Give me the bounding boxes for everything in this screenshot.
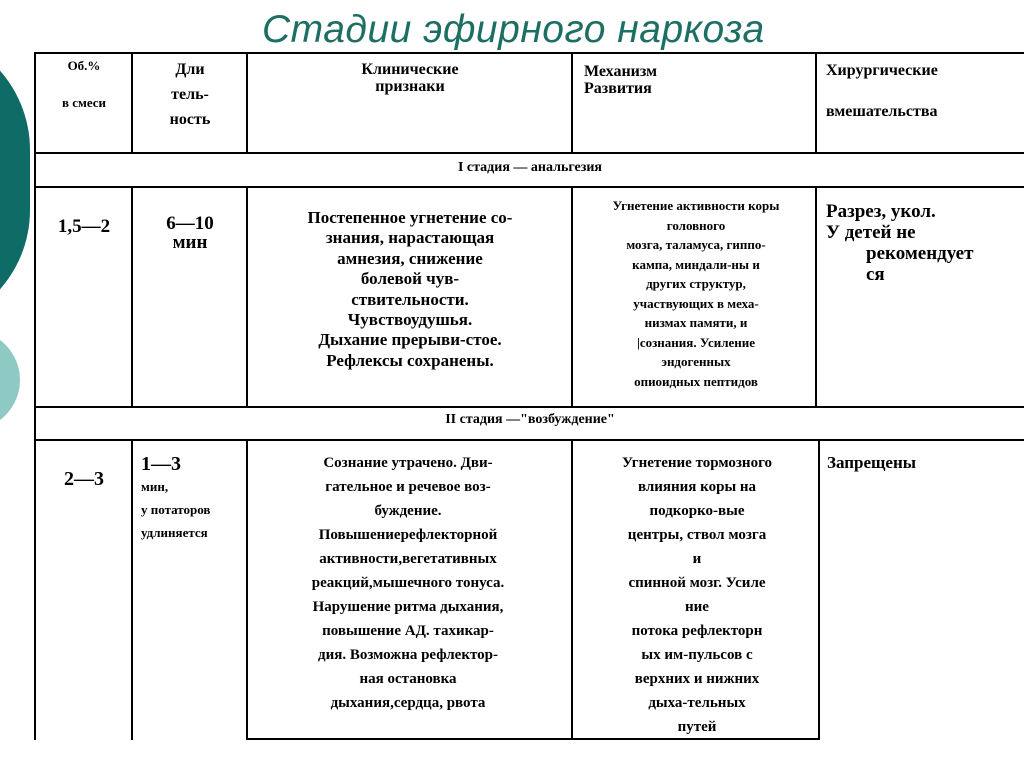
stage1-mechanism-line: кампа, миндали-ны и <box>632 256 760 272</box>
stage2-mechanism-line: путей <box>677 719 717 735</box>
page-title: Стадии эфирного наркоза <box>262 8 765 51</box>
stage2-mechanism-line: подкорко-вые <box>649 503 745 519</box>
stage1-surgery-l4: ся <box>866 263 885 285</box>
stage2-clinical-line: дыхания,сердца, рвота <box>330 695 486 711</box>
stage1-mechanism-line: головного <box>666 217 726 233</box>
stage2-duration-l1: 1—3 <box>141 453 181 475</box>
stage1-clinical-line: ствительности. <box>351 289 469 309</box>
stage2-duration-l4: удлиняется <box>141 524 208 540</box>
table-col-divider <box>571 186 573 408</box>
stage1-duration-l1: 6—10 <box>166 213 214 234</box>
stage2-surgery: Запрещены <box>827 453 917 472</box>
stage1-clinical-line: Рефлексы сохранены. <box>326 350 494 370</box>
header-concentration-l1: Об.% <box>67 58 101 73</box>
stage2-mechanism-line: и <box>692 551 702 567</box>
stage1-surgery-l2: У детей не <box>826 221 916 243</box>
table-col-divider <box>131 439 133 740</box>
stage1-mechanism-line: участвующих в меха- <box>633 295 759 311</box>
header-clinical <box>320 62 500 96</box>
header-duration-l3: ность <box>169 110 211 128</box>
stage1-concentration: 1,5—2 <box>57 216 111 237</box>
stage1-mechanism-line: мозга, таламуса, гиппо- <box>626 237 766 252</box>
header-mechanism-l2: Развития <box>584 79 652 97</box>
table-rule-stage2 <box>36 439 1024 441</box>
stage1-clinical-line: Дыхание прерыви-стое. <box>318 330 502 350</box>
stage2-clinical <box>252 451 564 715</box>
stage1-duration-l2: мин <box>172 232 208 253</box>
header-mechanism <box>584 64 804 98</box>
table-col-divider <box>246 439 248 740</box>
table-col-divider <box>246 52 248 154</box>
stage2-clinical-line: активности,вегетативных <box>319 551 497 567</box>
table-col-divider <box>571 52 573 154</box>
stage2-mechanism-line: ние <box>685 599 709 615</box>
table-col-divider <box>815 186 817 408</box>
stage2-mechanism-line: дыха-тельных <box>648 695 746 711</box>
header-mechanism-l1: Механизм <box>584 63 657 80</box>
stage1-clinical-line: Постепенное угнетение со- <box>307 208 513 227</box>
header-surgery <box>826 62 1016 122</box>
table-col-divider <box>246 186 248 408</box>
table-col-divider <box>571 439 573 740</box>
table-border-left <box>34 52 36 740</box>
stage2-clinical-line: Повышениерефлекторной <box>318 527 498 543</box>
stage2-mechanism-line: центры, ствол мозга <box>627 527 767 543</box>
stage2-clinical-line: буждение. <box>374 503 442 519</box>
stage2-label: II стадия —"возбуждение" <box>445 412 615 427</box>
stage1-mechanism-line: других структур, <box>646 276 746 291</box>
table-col-divider <box>818 439 820 740</box>
header-concentration-l2: в смеси <box>61 95 107 111</box>
stage2-duration <box>141 452 245 544</box>
stage2-clinical-line: ная остановка <box>359 671 457 687</box>
header-surgery-l2: вмешательства <box>826 102 938 120</box>
stage1-mechanism <box>580 196 812 391</box>
stage2-clinical-line: реакций,мышечного тонуса. <box>311 575 505 591</box>
stage2-clinical-line: гательное и речевое воз- <box>325 479 491 495</box>
stage1-mechanism-line: эндогенных <box>661 354 731 369</box>
stage1-clinical <box>254 208 566 371</box>
stage1-clinical-line: болевой чув- <box>360 269 460 289</box>
stage2-clinical-line: повышение АД. тахикар- <box>322 623 494 639</box>
header-duration <box>138 58 242 132</box>
stage2-duration-l3: у потаторов <box>141 501 211 517</box>
table-col-divider <box>131 186 133 408</box>
stage1-mechanism-line: опиоидных пептидов <box>634 373 758 389</box>
stage2-clinical-line: дия. Возможна рефлектор- <box>318 647 498 663</box>
table-rule-header <box>36 152 1024 154</box>
stage1-clinical-line: амнезия, снижение <box>337 248 483 268</box>
header-clinical-l1: Клинические <box>361 61 459 78</box>
stage1-mechanism-line: |сознания. Усиление <box>636 334 756 350</box>
stage1-duration <box>138 214 242 252</box>
table-border-top <box>36 52 1024 54</box>
stage2-concentration: 2—3 <box>64 468 104 490</box>
table-col-divider <box>131 52 133 154</box>
header-duration-l2: тель- <box>171 85 209 103</box>
header-duration-l1: Дли <box>175 61 205 78</box>
stage2-mechanism-line: Угнетение тормозного <box>621 455 773 471</box>
stage1-mechanism-line: Угнетение активности коры <box>612 198 780 213</box>
table-col-divider <box>815 52 817 154</box>
stage2-mechanism-line: спинной мозг. Усиле <box>628 575 766 591</box>
stage2-duration-l2: мин, <box>141 479 169 494</box>
stage1-mechanism-line: низмах памяти, и <box>644 315 748 330</box>
table-rule-row1-bottom <box>36 406 1024 408</box>
header-surgery-l1: Хирургические <box>826 62 938 79</box>
stage2-mechanism-line: влияния коры на <box>637 479 757 495</box>
header-clinical-l2: признаки <box>375 77 445 95</box>
table-rule-stage1 <box>36 186 1024 188</box>
stage2-clinical-line: Сознание утрачено. Дви- <box>323 455 493 471</box>
stage1-surgery-l3: рекомендует <box>866 242 974 264</box>
stage1-surgery-l1: Разрез, укол. <box>826 201 936 222</box>
stage1-clinical-line: Чувствоудушья. <box>347 309 473 329</box>
stage1-clinical-line: знания, нарастающая <box>325 228 495 248</box>
stage2-mechanism-line: верхних и нижних <box>634 671 760 687</box>
stage2-clinical-line: Нарушение ритма дыхания, <box>312 599 504 615</box>
stage2-mechanism-line: потока рефлекторн <box>631 623 763 639</box>
stage1-label: I стадия — анальгезия <box>457 160 603 175</box>
stage2-mechanism <box>580 451 814 739</box>
stage2-mechanism-line: ых им-пульсов с <box>641 647 753 663</box>
header-concentration <box>40 58 128 111</box>
stage1-surgery <box>826 202 1016 286</box>
